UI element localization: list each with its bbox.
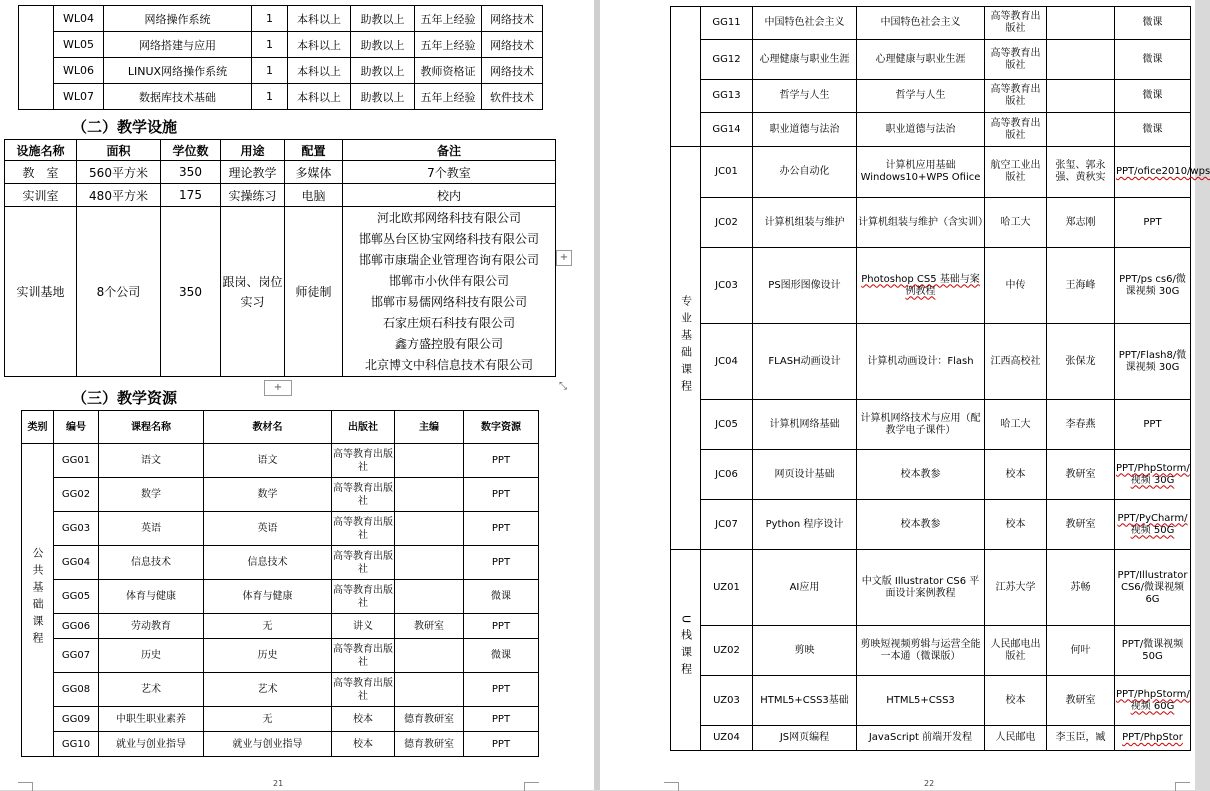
table-row: GG10 就业与创业指导 就业与创业指导 校本 德育教研室 PPT bbox=[22, 732, 539, 757]
table-row: WL07 数据库技术基础 1 本科以上 助教以上 五年上经验 软件技术 bbox=[19, 84, 543, 110]
table-header-row: 设施名称 面积 学位数 用途 配置 备注 bbox=[5, 140, 556, 161]
list-item: 邯郸丛台区协宝网络科技有限公司 bbox=[358, 231, 539, 246]
table-row: JC02 计算机组装与维护 计算机组装与维护（含实训） 哈工大 郑志刚 PPT bbox=[671, 198, 1191, 248]
table-row: WL04 网络操作系统 1 本科以上 助教以上 五年上经验 网络技术 bbox=[19, 6, 543, 32]
teaching-resources-table-continued bbox=[670, 6, 1210, 751]
table-row: JC07 Python 程序设计 校本教参 校本 教研室 PPT/PyCharm/视频 50G bbox=[671, 500, 1191, 550]
table-row: JC03 PS图形图像设计 Photoshop CS5 基础与案例教程 中传 王海峰 PPT/ps cs6/微课视频 30G bbox=[671, 248, 1191, 324]
table-row: JC04 FLASH动画设计 计算机动画设计：Flash 江西高校社 张保龙 PPT/Flash8/微课视频 30G bbox=[671, 324, 1191, 400]
table-row: GG02 数学 数学 高等教育出版社 PPT bbox=[22, 478, 539, 512]
teaching-resources-table bbox=[21, 410, 539, 757]
table-row: 公共基础课程 GG01 语文 语文 高等教育出版社 PPT bbox=[22, 444, 539, 478]
list-item: 邯郸市康瑞企业管理咨询有限公司 bbox=[358, 252, 539, 267]
table-header-row: 类别 编号 课程名称 教材名 出版社 主编 数字资源 bbox=[22, 411, 539, 444]
resources-heading: （三）教学资源 bbox=[72, 389, 178, 407]
table-row: GG04 信息技术 信息技术 高等教育出版社 PPT bbox=[22, 546, 539, 580]
table-row: GG11 中国特色社会主义 中国特色社会主义 高等教育出版社 微课 bbox=[671, 7, 1191, 40]
page-number: 22 bbox=[924, 779, 935, 788]
table-row: GG14 职业道德与法治 职业道德与法治 高等教育出版社 微课 bbox=[671, 113, 1191, 147]
table-row: UZ02 剪映 剪映短视频剪辑与运营全能一本通（微课版） 人民邮电出版社 何叶 PPT/微课视频 50G bbox=[671, 626, 1191, 676]
list-item: 河北欧邦网络科技有限公司 bbox=[376, 210, 521, 225]
page-number: 21 bbox=[273, 779, 284, 788]
document-page-21 bbox=[0, 0, 594, 790]
list-item: 石家庄烦石科技有限公司 bbox=[382, 315, 515, 330]
table-row: JC05 计算机网络基础 计算机网络技术与应用（配教学电子课件） 哈工大 李春燕 PPT bbox=[671, 400, 1191, 450]
category-label: 公共基础课程 bbox=[31, 547, 44, 649]
table-row: GG09 中职生职业素养 无 校本 德育教研室 PPT bbox=[22, 707, 539, 732]
table-row: 教 室 560平方米 350 理论教学 多媒体 7个教室 bbox=[5, 161, 556, 184]
table-row: GG08 艺术 艺术 高等教育出版社 PPT bbox=[22, 673, 539, 707]
facilities-heading: （二）教学设施 bbox=[72, 118, 178, 136]
table-row: U栈课程 UZ01 AI应用 中文版 Illustrator CS6 平面设计案例教程 江苏大学 苏畅 PPT/Illustrator CS6/微课视频 6G bbox=[671, 550, 1191, 626]
table-row: WL05 网络搭建与应用 1 本科以上 助教以上 五年上经验 网络技术 bbox=[19, 32, 543, 58]
table-row: UZ04 JS网页编程 JavaScript 前端开发程 人民邮电 李玉臣，臧 PPT/PhpStor bbox=[671, 726, 1191, 751]
table-row: 实训室 480平方米 175 实操练习 电脑 校内 bbox=[5, 184, 556, 207]
table-resize-handle[interactable]: ⤡ bbox=[556, 380, 570, 394]
table-row: 专业基础课程 JC01 办公自动化 计算机应用基础 Windows10+WPS Ofiice 航空工业出版社 张玺、郭永强、黄秋实 PPT/ofice2010/wps bbox=[671, 147, 1191, 198]
list-item: 邯郸市小伙伴有限公司 bbox=[388, 273, 509, 288]
list-item: 北京博文中科信息技术有限公司 bbox=[364, 357, 533, 372]
table-row: GG13 哲学与人生 哲学与人生 高等教育出版社 微课 bbox=[671, 80, 1191, 113]
company-list bbox=[343, 207, 556, 377]
document-page-22 bbox=[600, 0, 1210, 790]
table-row: GG06 劳动教育 无 讲义 教研室 PPT bbox=[22, 614, 539, 639]
table-add-row-button[interactable]: + bbox=[264, 380, 292, 396]
facilities-table bbox=[4, 139, 556, 377]
table-row: GG03 英语 英语 高等教育出版社 PPT bbox=[22, 512, 539, 546]
page-corner-mark bbox=[18, 782, 33, 791]
table-row: WL06 LINUX网络操作系统 1 本科以上 助教以上 教师资格证 网络技术 bbox=[19, 58, 543, 84]
category-label: 专业基础课程 bbox=[679, 295, 693, 397]
table-row: GG05 体育与健康 体育与健康 高等教育出版社 微课 bbox=[22, 580, 539, 614]
table-row: JC06 网页设计基础 校本教参 校本 教研室 PPT/PhpStorm/视频 30G bbox=[671, 450, 1191, 500]
table-row: GG12 心理健康与职业生涯 心理健康与职业生涯 高等教育出版社 微课 bbox=[671, 40, 1191, 80]
table-row: 实训基地 8个公司 350 跟岗、岗位实习 师徒制 河北欧邦网络科技有限公司 邯郸丛台区协宝网络科技有限公司 邯郸市康瑞企业管理咨询有限公司 邯郸市小伙伴有限公司 邯郸市易儒网络科技有限公司 石家庄烦石科技有限公司 鑫方盛控股有限公司 北京博文中科信息技术有限公司 bbox=[5, 207, 556, 377]
category-label: U栈课程 bbox=[679, 615, 693, 681]
list-item: 邯郸市易儒网络科技有限公司 bbox=[370, 294, 527, 309]
table-row: GG07 历史 历史 高等教育出版社 微课 bbox=[22, 639, 539, 673]
list-item: 鑫方盛控股有限公司 bbox=[394, 336, 503, 351]
table-add-column-button[interactable]: + bbox=[556, 250, 572, 266]
page-corner-mark bbox=[524, 782, 539, 791]
table-row: UZ03 HTML5+CSS3基础 HTML5+CSS3 校本 教研室 PPT/PhpStorm/视频 60G bbox=[671, 676, 1191, 726]
page-corner-mark bbox=[1175, 782, 1190, 791]
teacher-requirements-table bbox=[18, 5, 543, 110]
page-corner-mark bbox=[664, 782, 679, 791]
